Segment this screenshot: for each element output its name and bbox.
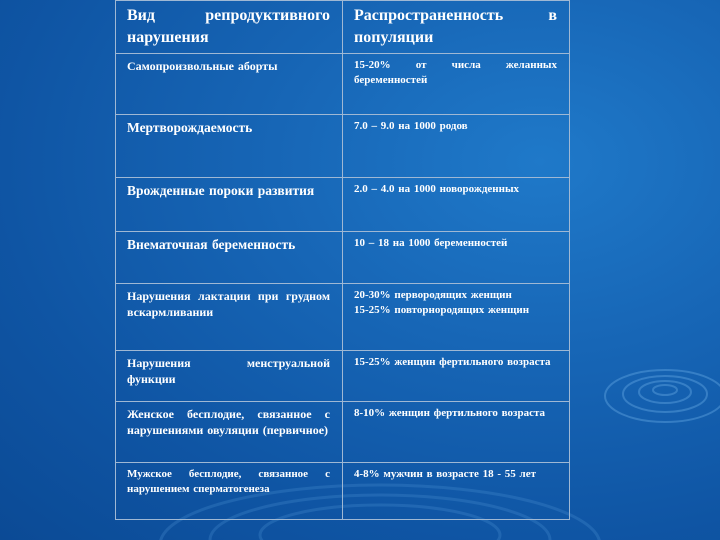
disorder-cell: Мужское бесплодие, связанное с нарушением сперматогенеза [116, 463, 343, 520]
table-row [116, 178, 570, 232]
table-row [116, 54, 570, 115]
prevalence-cell: 15-25% женщин фертильного возраста [343, 351, 570, 402]
prevalence-cell: 2.0 – 4.0 на 1000 новорожденных [343, 178, 570, 232]
table-row [116, 402, 570, 463]
table-row [116, 463, 570, 520]
prevalence-line: 20-30% первородящих женщин [354, 289, 512, 301]
table-row [116, 232, 570, 284]
disorder-cell: Самопроизвольные аборты [116, 54, 343, 115]
disorder-cell: Внематочная беременность [116, 232, 343, 284]
table-row [116, 284, 570, 351]
prevalence-cell: 7.0 – 9.0 на 1000 родов [343, 115, 570, 178]
disorder-cell: Врожденные пороки развития [116, 178, 343, 232]
prevalence-cell [343, 284, 570, 351]
table-row [116, 115, 570, 178]
disorder-cell: Мертворождаемость [116, 115, 343, 178]
prevalence-cell: 15-20% от числа желанных беременностей [343, 54, 570, 115]
disorder-cell: Женское бесплодие, связанное с нарушениями овуляции (первичное) [116, 402, 343, 463]
disorder-cell: Нарушения менструальной функции [116, 351, 343, 402]
prevalence-line: 15-25% повторнородящих женщин [354, 303, 530, 316]
disorder-cell: Нарушения лактации при грудном вскармливании [116, 284, 343, 351]
header-prevalence: Распространенность в популяции [343, 1, 570, 54]
table-header-row [116, 1, 570, 54]
prevalence-cell: 8-10% женщин фертильного возраста [343, 402, 570, 463]
reproductive-disorders-table [115, 0, 570, 520]
prevalence-cell: 10 – 18 на 1000 беременностей [343, 232, 570, 284]
header-disorder-type: Вид репродуктивного нарушения [116, 1, 343, 54]
prevalence-cell: 4-8% мужчин в возрасте 18 - 55 лет [343, 463, 570, 520]
table-row [116, 351, 570, 402]
